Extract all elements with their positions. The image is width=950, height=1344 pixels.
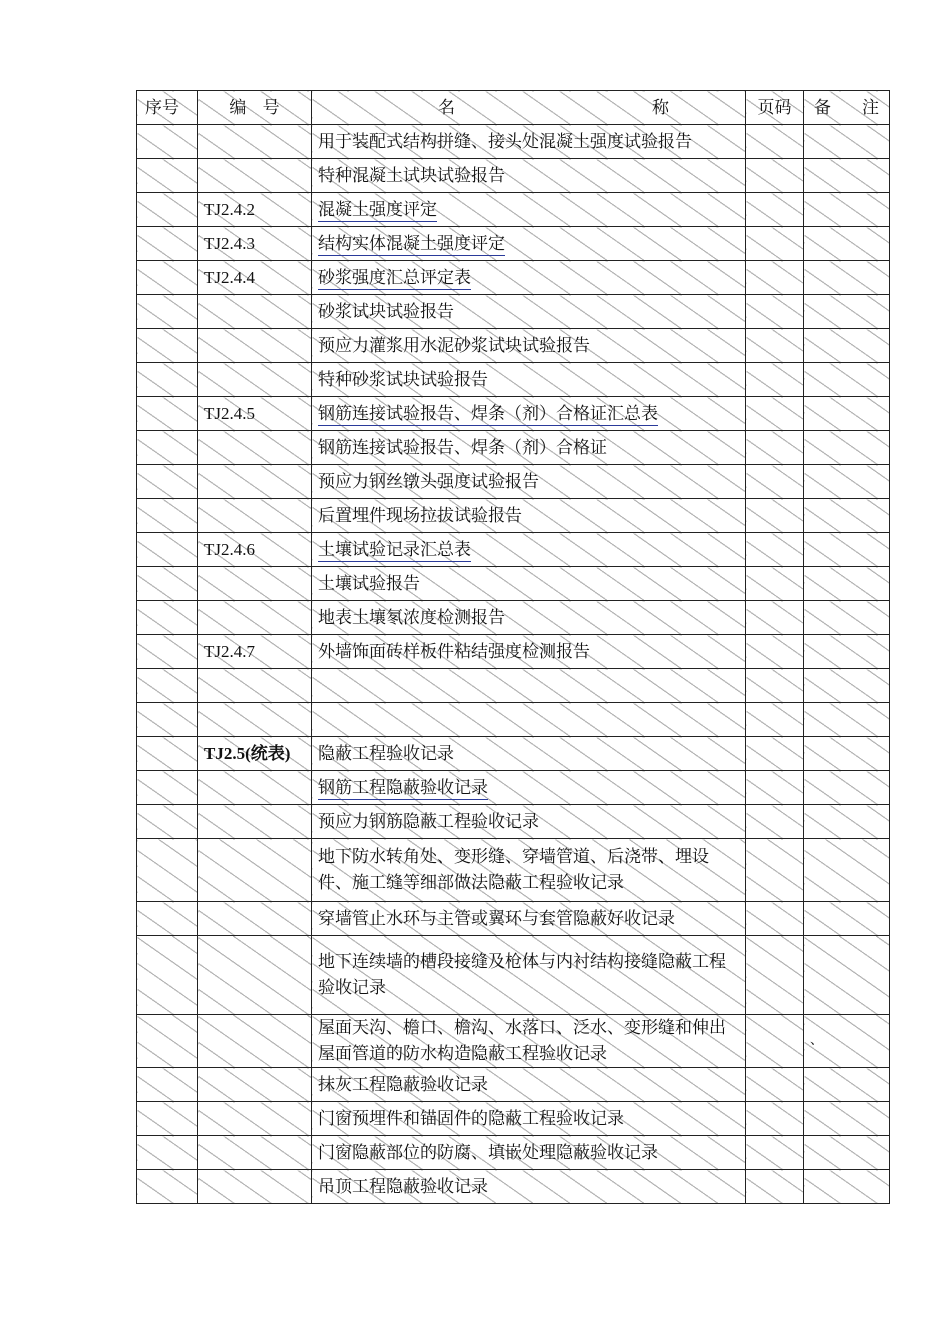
table-cell [137,1015,198,1068]
row-name [312,397,746,431]
table-cell [137,1136,198,1170]
table-cell [804,1068,890,1102]
table-cell [746,295,804,329]
table-row [137,431,890,465]
row-name: 吊顶工程隐蔽验收记录 [312,1170,746,1204]
table-cell [137,1170,198,1204]
link-text: 混凝土强度评定 [318,199,437,220]
row-code [198,1170,312,1204]
row-name [312,261,746,295]
table-cell [746,125,804,159]
table-cell [804,329,890,363]
table-cell [137,465,198,499]
row-name: 穿墙管止水环与主管或翼环与套管隐蔽好收记录 [312,902,746,936]
table-cell [137,567,198,601]
table-cell [137,839,198,902]
row-code [198,125,312,159]
table-cell [804,499,890,533]
table-row [137,771,890,805]
table-cell [137,261,198,295]
header-name: 名 称 [312,91,746,125]
table-cell [804,397,890,431]
table-cell [746,329,804,363]
row-name: 抹灰工程隐蔽验收记录 [312,1068,746,1102]
table-cell [137,159,198,193]
row-code [198,1102,312,1136]
link-text: 钢筋连接试验报告、焊条（剂）合格证汇总表 [318,403,658,424]
link-text: 结构实体混凝土强度评定 [318,233,505,254]
row-code [198,771,312,805]
header-page: 页码 [746,91,804,125]
row-name: 后置埋件现场拉拔试验报告 [312,499,746,533]
table-cell [746,1170,804,1204]
row-name: 用于装配式结构拼缝、接头处混凝土强度试验报告 [312,125,746,159]
row-code: TJ2.4.3 [198,227,312,261]
table-cell [804,737,890,771]
table-cell [137,703,198,737]
table-row [137,1170,890,1204]
table-cell [746,737,804,771]
row-code: TJ2.4.4 [198,261,312,295]
table-cell [746,839,804,902]
table-row [137,567,890,601]
table-row [137,295,890,329]
row-code [198,1015,312,1068]
table-cell [137,227,198,261]
row-name: 预应力钢丝镦头强度试验报告 [312,465,746,499]
table-cell [746,1015,804,1068]
table-cell [137,601,198,635]
table-cell [137,1102,198,1136]
table-cell [804,295,890,329]
table-cell [804,159,890,193]
table-cell [746,363,804,397]
header-code: 编 号 [198,91,312,125]
link-text: 土壤试验记录汇总表 [318,539,471,560]
table-row [137,533,890,567]
table-row [137,125,890,159]
table-cell [137,397,198,431]
table-cell [804,635,890,669]
table-cell [746,397,804,431]
table-row [137,839,890,902]
row-code [198,465,312,499]
table-cell [137,805,198,839]
table-cell [804,902,890,936]
row-code [198,1136,312,1170]
table-cell [804,125,890,159]
table-row [137,1068,890,1102]
table-cell [137,902,198,936]
table-cell [804,227,890,261]
table-cell [746,465,804,499]
table-cell [746,499,804,533]
table-cell [746,261,804,295]
table-cell [804,839,890,902]
table-row [137,1136,890,1170]
row-name: 预应力灌浆用水泥砂浆试块试验报告 [312,329,746,363]
table-row [137,902,890,936]
row-name: 地表土壤氡浓度检测报告 [312,601,746,635]
table-cell [137,363,198,397]
row-code [198,1068,312,1102]
row-code [198,499,312,533]
table-row [137,159,890,193]
table-cell [804,261,890,295]
table-row [137,499,890,533]
row-name: 门窗预埋件和锚固件的隐蔽工程验收记录 [312,1102,746,1136]
table-cell [137,771,198,805]
table-cell [804,805,890,839]
row-name: 门窗隐蔽部位的防腐、填嵌处理隐蔽验收记录 [312,1136,746,1170]
row-name [312,227,746,261]
row-code [198,669,312,703]
table-row [137,329,890,363]
table-cell [137,193,198,227]
table-cell [804,1136,890,1170]
table-cell [746,1102,804,1136]
table-row [137,465,890,499]
table-cell [746,567,804,601]
row-code [198,703,312,737]
table-header-row [137,91,890,125]
row-name: 地下防水转角处、变形缝、穿墙管道、后浇带、埋设件、施工缝等细部做法隐蔽工程验收记录 [312,839,746,902]
table-cell [746,159,804,193]
table-cell [746,227,804,261]
row-name: 屋面天沟、檐口、檐沟、水落口、泛水、变形缝和伸出屋面管道的防水构造隐蔽工程验收记录 [312,1015,746,1068]
row-code [198,295,312,329]
row-code: TJ2.5(统表) [198,737,312,771]
table-cell [137,125,198,159]
row-code: TJ2.4.7 [198,635,312,669]
row-name [312,669,746,703]
table-cell [746,936,804,1015]
row-name: 特种混凝土试块试验报告 [312,159,746,193]
row-name: 砂浆试块试验报告 [312,295,746,329]
table-cell [804,669,890,703]
table-row [137,669,890,703]
table-cell [804,1170,890,1204]
table-row [137,261,890,295]
row-name: 地下连续墙的槽段接缝及枪体与内衬结构接缝隐蔽工程验收记录 [312,936,746,1015]
row-name [312,533,746,567]
table-row [137,703,890,737]
row-code [198,431,312,465]
table-row [137,1015,890,1068]
row-code: TJ2.4.6 [198,533,312,567]
table-row [137,635,890,669]
row-code [198,902,312,936]
table-cell [804,431,890,465]
table-cell [746,805,804,839]
row-code [198,363,312,397]
table-row [137,805,890,839]
row-code [198,329,312,363]
row-code [198,805,312,839]
table-cell [804,193,890,227]
row-code: TJ2.4.5 [198,397,312,431]
table-cell [804,601,890,635]
table-row [137,936,890,1015]
table-cell [746,771,804,805]
row-name: 预应力钢筋隐蔽工程验收记录 [312,805,746,839]
table-cell [804,936,890,1015]
table-cell [137,533,198,567]
table-cell [746,669,804,703]
table-cell [804,465,890,499]
row-name: 土壤试验报告 [312,567,746,601]
row-name: 钢筋连接试验报告、焊条（剂）合格证 [312,431,746,465]
table-cell [746,193,804,227]
row-name [312,771,746,805]
table-cell [137,635,198,669]
table-row [137,193,890,227]
table-row [137,397,890,431]
row-name: 外墙饰面砖样板件粘结强度检测报告 [312,635,746,669]
table-cell [804,533,890,567]
table-row [137,737,890,771]
table-cell [746,635,804,669]
archive-index-table [136,90,890,1204]
row-name [312,193,746,227]
row-code [198,839,312,902]
table-cell [746,533,804,567]
row-name: 隐蔽工程验收记录 [312,737,746,771]
table-cell [137,295,198,329]
header-note: 备 注 [804,91,890,125]
row-name [312,703,746,737]
table-cell [804,567,890,601]
table-cell [746,902,804,936]
row-note: 、 [804,1015,890,1068]
table-cell [137,1068,198,1102]
table-cell [746,1068,804,1102]
table-cell [746,1136,804,1170]
table-cell [137,499,198,533]
table-cell [137,737,198,771]
table-cell [804,703,890,737]
table-cell [137,329,198,363]
table-row [137,227,890,261]
link-text: 钢筋工程隐蔽验收记录 [318,777,488,798]
table-cell [137,936,198,1015]
row-code [198,936,312,1015]
table-cell [804,363,890,397]
table-row [137,1102,890,1136]
row-code [198,601,312,635]
table-cell [746,431,804,465]
table-row [137,363,890,397]
table-row [137,601,890,635]
header-seq: 序号 [137,91,198,125]
row-code: TJ2.4.2 [198,193,312,227]
table-cell [746,703,804,737]
table-cell [137,431,198,465]
table-cell [804,771,890,805]
table-cell [137,669,198,703]
row-code [198,567,312,601]
row-name: 特种砂浆试块试验报告 [312,363,746,397]
table-cell [746,601,804,635]
table-cell [804,1102,890,1136]
link-text: 砂浆强度汇总评定表 [318,267,471,288]
row-code [198,159,312,193]
